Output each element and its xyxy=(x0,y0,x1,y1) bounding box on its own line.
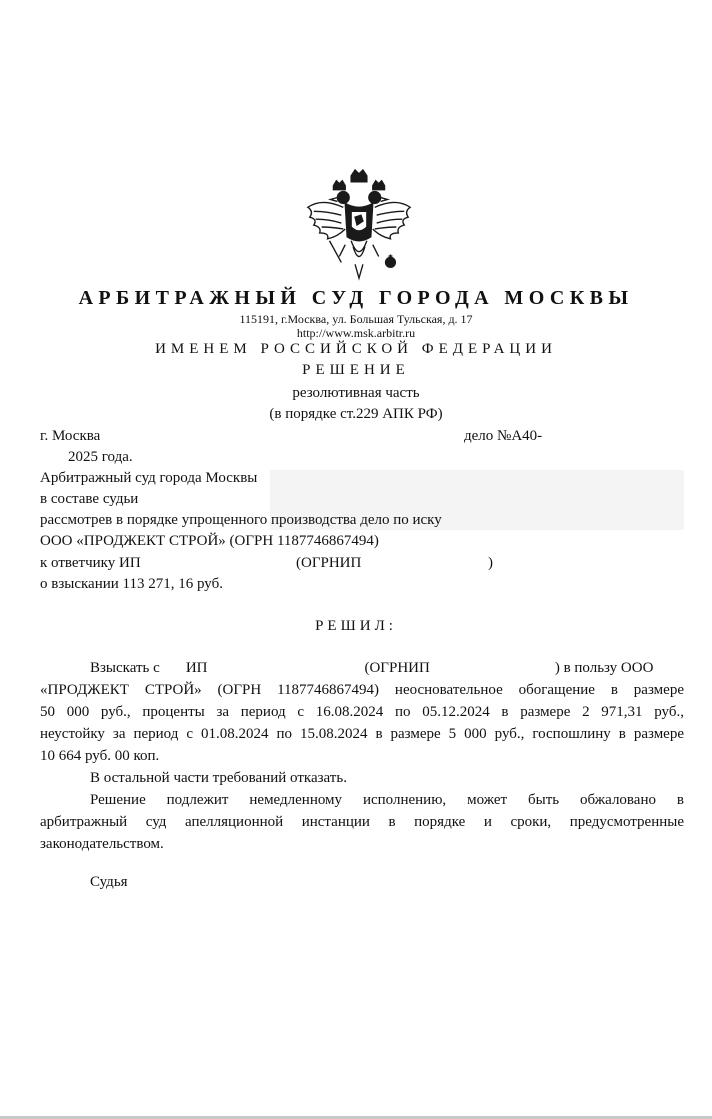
judge-label: Судья xyxy=(90,874,128,890)
appeal-line-3: законодательством. xyxy=(40,836,164,852)
court-website: http://www.msk.arbitr.ru xyxy=(296,326,416,340)
recover-in-favor: ) в пользу ООО xyxy=(554,660,654,676)
decision-line-3: 50 000 руб., проценты за период с 16.08.2024 по 05.12.2024 в размере 2 971,31 руб., xyxy=(40,704,684,720)
decision-date: 2025 года. xyxy=(68,449,133,465)
recover-ogrnip: (ОГРНИП xyxy=(364,660,430,676)
document-subtitle: резолютивная часть xyxy=(292,385,420,401)
rest-denied: В остальной части требований отказать. xyxy=(90,770,347,786)
appeal-line-1: Решение подлежит немедленному исполнению, может быть обжаловано в xyxy=(90,792,684,808)
procedure-note: (в порядке ст.229 АПК РФ) xyxy=(269,406,443,422)
intro-plaintiff: ООО «ПРОДЖЕКТ СТРОЙ» (ОГРН 1187746867494) xyxy=(40,533,379,549)
intro-considered: рассмотрев в порядке упрощенного производства дело по иску xyxy=(40,512,442,528)
appeal-line-2: арбитражный суд апелляционной инстанции в порядке и сроки, предусмотренные xyxy=(40,814,684,830)
decision-line-2: «ПРОДЖЕКТ СТРОЙ» (ОГРН 1187746867494) неосновательное обогащение в размере xyxy=(40,682,684,698)
recover-word: Взыскать с xyxy=(90,660,160,676)
decided-heading: РЕШИЛ: xyxy=(315,618,397,634)
recover-ip: ИП xyxy=(185,660,208,676)
decision-line-1 xyxy=(40,657,684,679)
intro-composition: в составе судьи xyxy=(40,491,139,507)
intro-defendant-ogrnip: (ОГРНИП xyxy=(296,555,362,571)
court-name: АРБИТРАЖНЫЙ СУД ГОРОДА МОСКВЫ xyxy=(78,287,634,309)
intro-defendant-prefix: к ответчику ИП xyxy=(40,555,141,571)
decision-line-5: 10 664 руб. 00 коп. xyxy=(40,748,160,764)
intro-claim: о взыскании 113 271, 16 руб. xyxy=(40,576,223,592)
case-number: дело №А40- xyxy=(464,428,543,444)
decision-line-4: неустойку за период с 01.08.2024 по 15.08.2024 в размере 5 000 руб., госпошлину в размере xyxy=(40,726,684,742)
decision-paragraph xyxy=(40,657,684,855)
coat-of-arms-icon xyxy=(300,168,418,286)
intro-court: Арбитражный суд города Москвы xyxy=(40,470,258,486)
city: г. Москва xyxy=(40,428,101,444)
document-type: РЕШЕНИЕ xyxy=(302,362,410,378)
intro-defendant-close: ) xyxy=(488,555,493,571)
in-name-of-federation: ИМЕНЕМ РОССИЙСКОЙ ФЕДЕРАЦИИ xyxy=(155,341,557,357)
court-address: 115191, г.Москва, ул. Большая Тульская, д. 17 xyxy=(239,312,473,326)
